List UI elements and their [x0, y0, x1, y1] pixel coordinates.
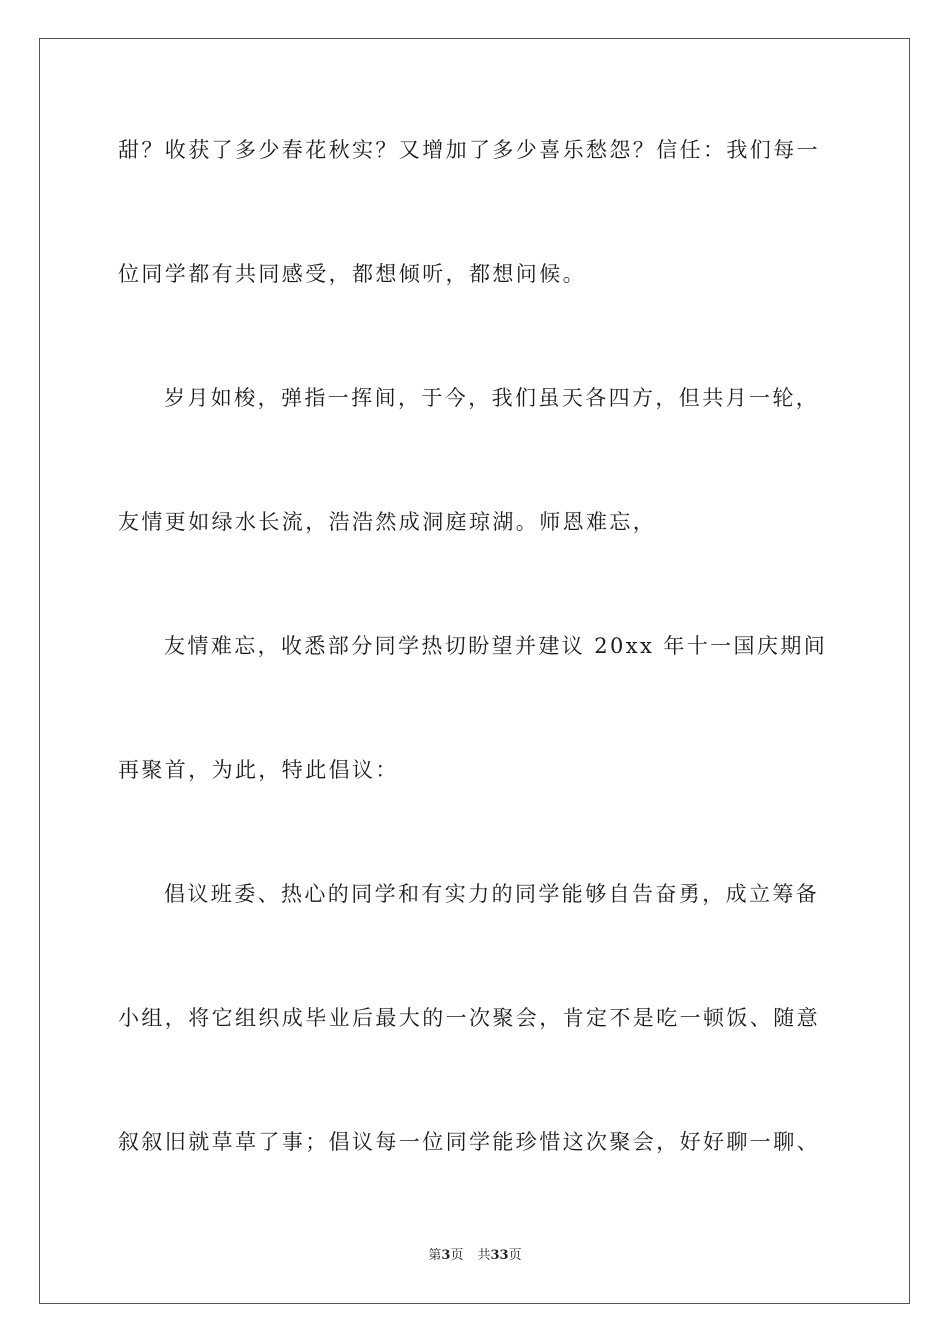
- text-line: 再聚首，为此，特此倡议：: [118, 758, 399, 782]
- total-page-count: 33: [490, 1248, 509, 1263]
- text-line: 位同学都有共同感受，都想倾听，都想问候。: [118, 262, 586, 286]
- footer-page-unit: 页: [450, 1248, 464, 1263]
- footer-prefix: 第: [428, 1248, 442, 1263]
- text-line: 叙叙旧就草草了事；倡议每一位同学能珍惜这次聚会，好好聊一聊、: [118, 1130, 820, 1154]
- footer-total-unit: 页: [508, 1248, 522, 1263]
- paragraph-first-line: 友情难忘，收悉部分同学热切盼望并建议 20xx 年十一国庆期间: [164, 634, 828, 658]
- footer-total-prefix: 共: [477, 1248, 491, 1263]
- paragraph-first-line: 倡议班委、热心的同学和有实力的同学能够自告奋勇，成立筹备: [164, 882, 820, 906]
- text-line: 友情更如绿水长流，浩浩然成洞庭琼湖。师恩难忘，: [118, 510, 657, 534]
- text-line: 甜？收获了多少春花秋实？又增加了多少喜乐愁怨？信任：我们每一: [118, 138, 820, 162]
- paragraph-first-line: 岁月如梭，弹指一挥间，于今，我们虽天各四方，但共月一轮，: [164, 386, 820, 410]
- text-line: 小组，将它组织成毕业后最大的一次聚会，肯定不是吃一顿饭、随意: [118, 1006, 820, 1030]
- page-footer: [0, 1246, 950, 1266]
- current-page-number: 3: [441, 1248, 451, 1263]
- page-frame: [39, 38, 910, 1304]
